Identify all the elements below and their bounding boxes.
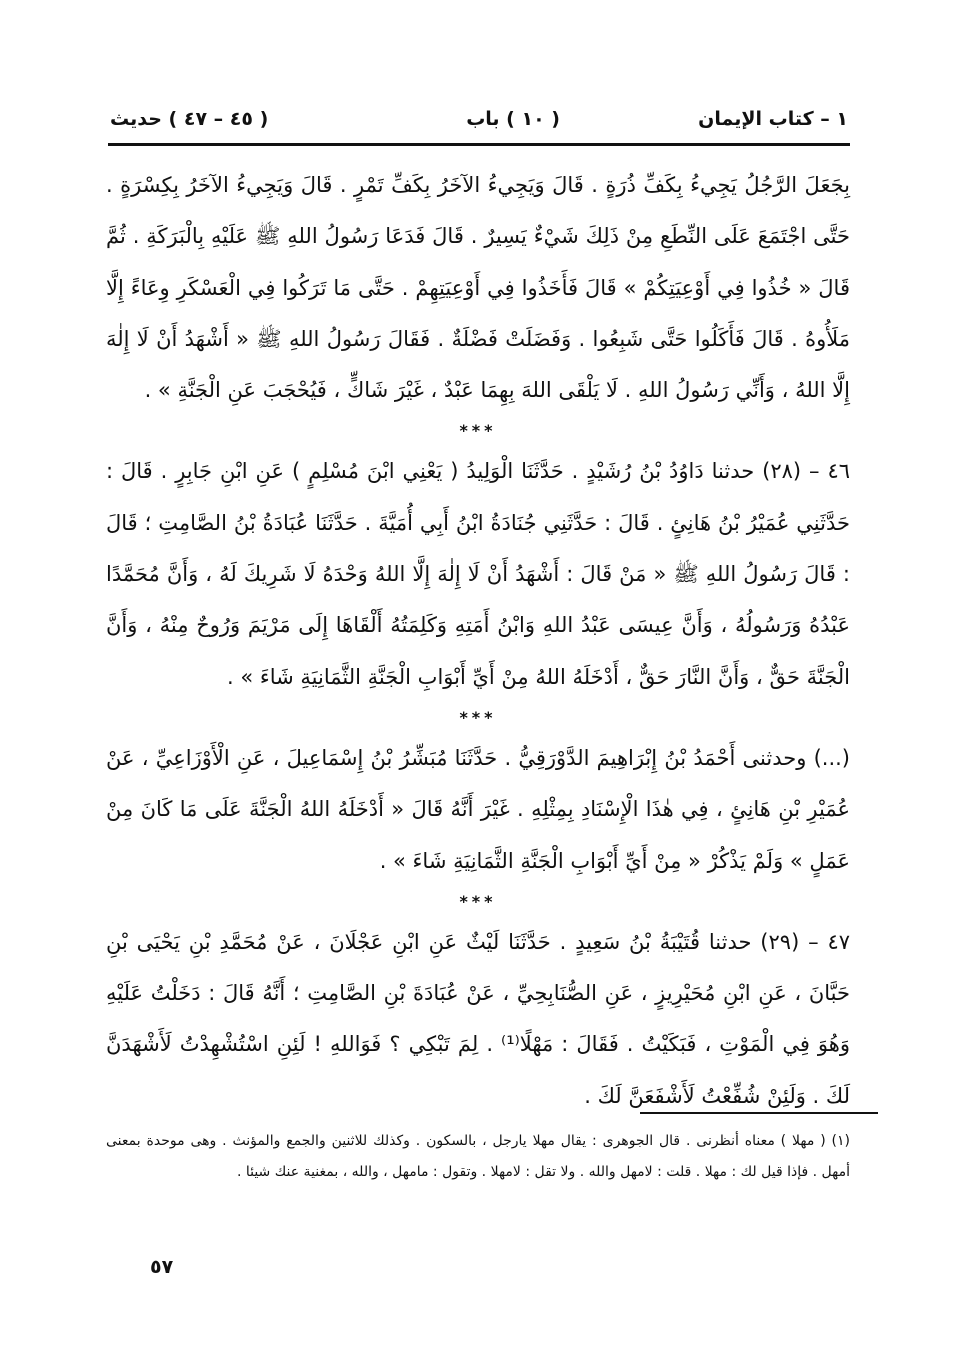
footnote: (١) ( مهلا ) معناه أنظرنى . قال الجوهرى : يقال مهلا يارجل ، بالسكون . وكذلك للاثنين والجمع والمؤنث . وهى موحدة بمعنى أمهل . فإذا قيل لك : مهلا . قلت : لامهل والله . ولا تقل : لامهلا . وتقول : مامهل ، والله ، بمغنية عنك شيئا .	[106, 1133, 850, 1180]
chapter-label: ( ١٠ ) باب	[466, 108, 560, 130]
paragraph-variant-chain: (...) وحدثنى أَحْمَدُ بْنُ إِبْرَاهِيمَ الدَّوْرَقِيُّ . حَدَّثَنَا مُبَشِّرُ بْنُ إِسْمَاعِيلَ ، عَنِ الْأَوْزَاعِيِّ ، عَنْ عُمَيْرِ بْنِ هَانِئٍ ، فِي هٰذَا الْإِسْنَادِ بِمِثْلِهِ . غَيْرَ أَنَّهُ قَالَ « أَدْخَلَهُ اللهُ الْجَنَّةَ عَلَى مَا كَانَ مِنْ عَمَلٍ » وَلَمْ يَذْكُرْ « مِنْ أَيِّ أَبْوَابِ الْجَنَّةِ الثَّمَانِيَةِ شَاءَ » .	[106, 745, 850, 873]
running-header	[110, 108, 848, 142]
paragraph-hadith-46: ٤٦ – (٢٨) حدثنا دَاوُدُ بْنُ رُشَيْدٍ . حَدَّثَنَا الْوَلِيدُ ( يَعْنِي ابْنَ مُسْلِمٍ ) عَنِ ابْنِ جَابِرٍ . قَالَ : حَدَّثَنِي عُمَيْرُ بْنُ هَانِئٍ . قَالَ : حَدَّثَنِي جُنَادَةُ ابْنُ أَبِي أُمَيَّةَ . حَدَّثَنَا عُبَادَةُ بْنُ الصَّامِتِ ؛ قَالَ : قَالَ رَسُولُ اللهِ ﷺ « مَنْ قَالَ : أَشْهَدُ أَنْ لَا إِلٰهَ إِلَّا اللهُ وَحْدَهُ لَا شَرِيكَ لَهُ ، وَأَنَّ مُحَمَّدًا عَبْدُهُ وَرَسُولُهُ ، وَأَنَّ عِيسَى عَبْدُ اللهِ وَابْنُ أَمَتِهِ وَكَلِمَتُهُ أَلْقَاهَا إِلَى مَرْيَمَ وَرُوحٌ مِنْهُ ، وَأَنَّ الْجَنَّةَ حَقٌّ ، وَأَنَّ النَّارَ حَقٌّ ، أَدْخَلَهُ اللهُ مِنْ أَيِّ أَبْوَابِ الْجَنَّةِ الثَّمَانِيَةِ شَاءَ » .	[106, 459, 850, 689]
section-separator: ***	[459, 421, 497, 441]
paragraph-continuation: بِجَعَلَ الرَّجُلُ يَجِيءُ بِكَفِّ ذُرَةٍ . قَالَ وَيَجِيءُ الآخَرُ بِكَفِّ تَمْرٍ . قَالَ وَيَجِيءُ الآخَرُ بِكِسْرَةٍ . حَتَّى اجْتَمَعَ عَلَى النِّطَعِ مِنْ ذَلِكَ شَيْءٌ يَسِيرٌ . قَالَ فَدَعَا رَسُولُ اللهِ ﷺ عَلَيْهِ بِالْبَرَكَةِ . ثُمَّ قَالَ « خُذُوا فِي أَوْعِيَتِكُمْ » قَالَ فَأَخَذُوا فِي أَوْعِيَتِهِمْ . حَتَّى مَا تَرَكُوا فِي الْعَسْكَرِ وِعَاءً إِلَّا مَلَأُوهُ . قَالَ فَأَكَلُوا حَتَّى شَبِعُوا . وَفَضَلَتْ فَضْلَةٌ . فَقَالَ رَسُولُ اللهِ ﷺ « أَشْهَدُ أَنْ لَا إِلٰهَ إِلَّا اللهُ ، وَأَنِّي رَسُولُ اللهِ . لَا يَلْقَى اللهَ بِهِمَا عَبْدٌ ، غَيْرَ شَاكٍّ ، فَيُحْجَبَ عَنِ الْجَنَّةِ » .	[106, 173, 850, 403]
hadith-range: ( ٤٥ – ٤٧ ) حديث	[110, 108, 269, 130]
section-separator: ***	[459, 707, 497, 727]
paragraph-hadith-47: ٤٧ – (٢٩) حدثنا قُتَيْبَةُ بْنُ سَعِيدٍ . حَدَّثَنَا لَيْثٌ عَنِ ابْنِ عَجْلَانَ ، عَنْ مُحَمَّدِ بْنِ يَحْيَى بْنِ حَبَّانَ ، عَنِ ابْنِ مُحَيْرِيزٍ ، عَنِ الصُّنَابِحِيِّ ، عَنْ عُبَادَةَ بْنِ الصَّامِتِ ؛ أَنَّهُ قَالَ : دَخَلْتُ عَلَيْهِ وَهُوَ فِي الْمَوْتِ ، فَبَكَيْتُ . فَقَالَ : مَهْلًا⁽¹⁾ . لِمَ تَبْكِي ؟ فَوَاللهِ ! لَئِنِ اسْتُشْهِدْتُ لَأَشْهَدَنَّ لَكَ . وَلَئِنْ شُفِّعْتُ لَأَشْفَعَنَّ لَكَ .	[106, 929, 851, 1108]
section-separator: ***	[459, 891, 497, 911]
header-rule	[108, 143, 850, 146]
page-number: ٥٧	[150, 1256, 174, 1278]
footnote-rule	[640, 1112, 878, 1114]
book-title: ١ – كتاب الإيمان	[698, 108, 848, 130]
main-text	[106, 160, 850, 1122]
